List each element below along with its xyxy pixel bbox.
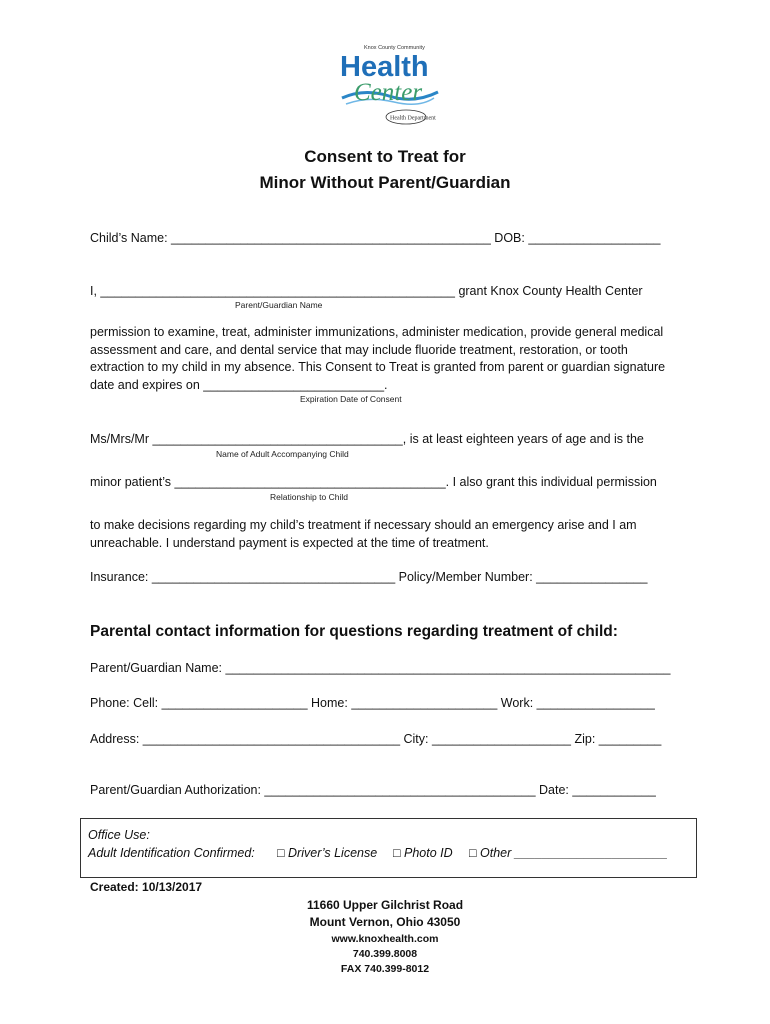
photo-id-checkbox[interactable]: □ Photo ID (393, 846, 453, 860)
address-field[interactable]: Address: _____________________________________ City: ____________________ Zip: _________ (90, 732, 662, 746)
relationship-field[interactable]: minor patient’s _______________________________________. I also grant this individual permission (90, 475, 657, 489)
adult-name-caption: Name of Adult Accompanying Child (216, 449, 349, 459)
authorization-field[interactable]: Parent/Guardian Authorization: _______________________________________ Date: ____________ (90, 783, 656, 797)
health-center-logo (334, 38, 444, 128)
parent-guardian-name-caption: Parent/Guardian Name (235, 300, 323, 310)
office-use-label: Office Use: (88, 828, 150, 842)
other-id-checkbox[interactable]: □ Other ______________________ (469, 846, 668, 860)
adult-name-field[interactable]: Ms/Mrs/Mr ____________________________________, is at least eighteen years of age and is the (90, 432, 644, 446)
relationship-caption: Relationship to Child (270, 492, 348, 502)
insurance-field[interactable]: Insurance: ___________________________________ Policy/Member Number: ________________ (90, 570, 648, 584)
office-use-box (80, 818, 697, 878)
id-confirmed-label: Adult Identification Confirmed: (88, 846, 255, 860)
logo-health-text: Health (340, 51, 429, 83)
logo-badge-text: Health Department (390, 115, 436, 122)
footer-website: www.knoxhealth.com (331, 933, 439, 945)
phone-field[interactable]: Phone: Cell: _____________________ Home: _____________________ Work: _________________ (90, 696, 655, 710)
footer-address-line2: Mount Vernon, Ohio 43050 (309, 915, 461, 929)
footer-fax: FAX 740.399-8012 (340, 963, 430, 975)
permission-paragraph: permission to examine, treat, administer immunizations, administer medication, provide general medical assessment and care, and dental service that may include fluoride treatment, restoration, or tooth extraction to my child in my absence. This Consent to Treat is granted from parent or guardian signature date and expires on __________________________. (90, 325, 666, 392)
contact-heading: Parental contact information for questions regarding treatment of child: (90, 623, 618, 640)
form-title-line1: Consent to Treat for (304, 147, 466, 166)
decisions-paragraph: to make decisions regarding my child’s treatment if necessary should an emergency arise and I am unreachable. I understand payment is expected at the time of treatment. (90, 518, 637, 550)
form-title-line2: Minor Without Parent/Guardian (259, 173, 511, 192)
footer-address-line1: 11660 Upper Gilchrist Road (306, 898, 464, 912)
logo-center-text: Center (354, 79, 423, 106)
expiration-date-caption: Expiration Date of Consent (300, 394, 402, 404)
logo-top-text: Knox County Community (364, 45, 425, 51)
guardian-name-field[interactable]: Parent/Guardian Name: ________________________________________________________________ (90, 661, 671, 675)
child-name-dob-field[interactable]: Child’s Name: ______________________________________________ DOB: ___________________ (90, 231, 661, 245)
created-date: Created: 10/13/2017 (90, 880, 203, 894)
drivers-license-checkbox[interactable]: □ Driver’s License (277, 846, 378, 860)
footer-phone: 740.399.8008 (352, 948, 418, 960)
parent-guardian-name-field[interactable]: I, ___________________________________________________ grant Knox County Health Center (90, 284, 643, 298)
